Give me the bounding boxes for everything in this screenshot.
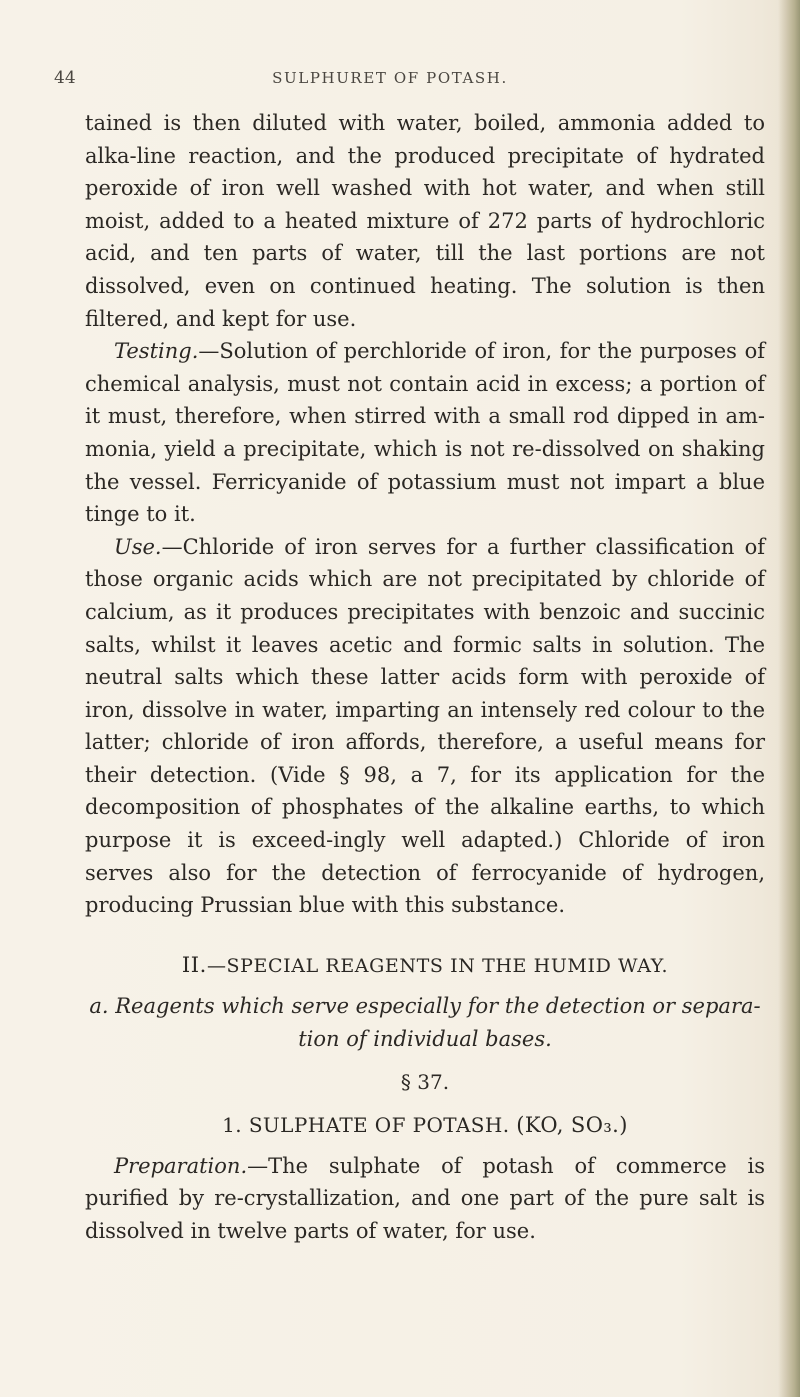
- paragraph-testing-text: —Solution of perchloride of iron, for the purposes of chemical analysis, must not contain acid in excess; a portion of it must, therefore, when stirred with a small rod dipped in am-monia, yield a precipitate, which is not re-dissolved on shaking the vessel. Ferricyanide of potassium must not impart a blue tinge to it.: [85, 339, 765, 527]
- run-in-heading-preparation: Preparation.: [114, 1153, 248, 1178]
- paragraph-preparation: [85, 1150, 765, 1248]
- page-body: [85, 107, 765, 1247]
- paragraph-testing: [85, 335, 765, 531]
- section-title: —SPECIAL REAGENTS IN THE HUMID WAY.: [206, 954, 669, 977]
- page-header: [0, 68, 780, 94]
- section-numeral: II.: [181, 952, 207, 977]
- paragraph-use: [85, 531, 765, 922]
- paragraph-use-text: —Chloride of iron serves for a further classification of those organic acids which are not precipitated by chloride of calcium, as it produces precipitates with benzoic and succinic salts, whilst it leaves acetic and formic salts in solution. The neutral salts which these latter acids form with peroxide of iron, dissolve in water, imparting an intensely red colour to the latter; chloride of iron affords, therefore, a useful means for their detection. (Vide § 98, a 7, for its application for the decomposition of phosphates of the alkaline earths, to which purpose it is exceed-ingly well adapted.) Chloride of iron serves also for the detection of ferrocyanide of hydrogen, producing Prussian blue with this substance.: [85, 534, 765, 918]
- section-heading: [85, 949, 765, 983]
- paragraph-preparation-text: —The sulphate of potash of commerce is purified by re-crystallization, and one part of the pure salt is dissolved in twelve parts of water, for use.: [85, 1153, 765, 1243]
- reagent-name: SULPHATE OF POTASH.: [248, 1113, 510, 1138]
- reagent-number: 1.: [222, 1113, 243, 1138]
- subsection-heading: a. Reagents which serve especially for the detection or separa-tion of individual bases.: [89, 994, 761, 1052]
- run-in-heading-use: Use.: [114, 534, 162, 559]
- reagent-formula: (KO, SO₃.): [516, 1113, 628, 1138]
- paragraph-number: § 37.: [400, 1070, 450, 1095]
- paragraph-preparation-continued: tained is then diluted with water, boiled, ammonia added to alka-line reaction, and the produced precipitate of hydrated peroxide of iron well washed with hot water, and when still moist, added to a heated mixture of 272 parts of hydrochloric acid, and ten parts of water, till the last portions are not dissolved, even on continued heating. The solution is then filtered, and kept for use.: [85, 111, 765, 331]
- page-edge-shadow: [778, 0, 800, 1397]
- page-number: 44: [54, 68, 76, 88]
- run-in-heading-testing: Testing.: [114, 339, 199, 364]
- reagent-heading: [85, 1109, 765, 1142]
- running-head: SULPHURET OF POTASH.: [272, 69, 508, 87]
